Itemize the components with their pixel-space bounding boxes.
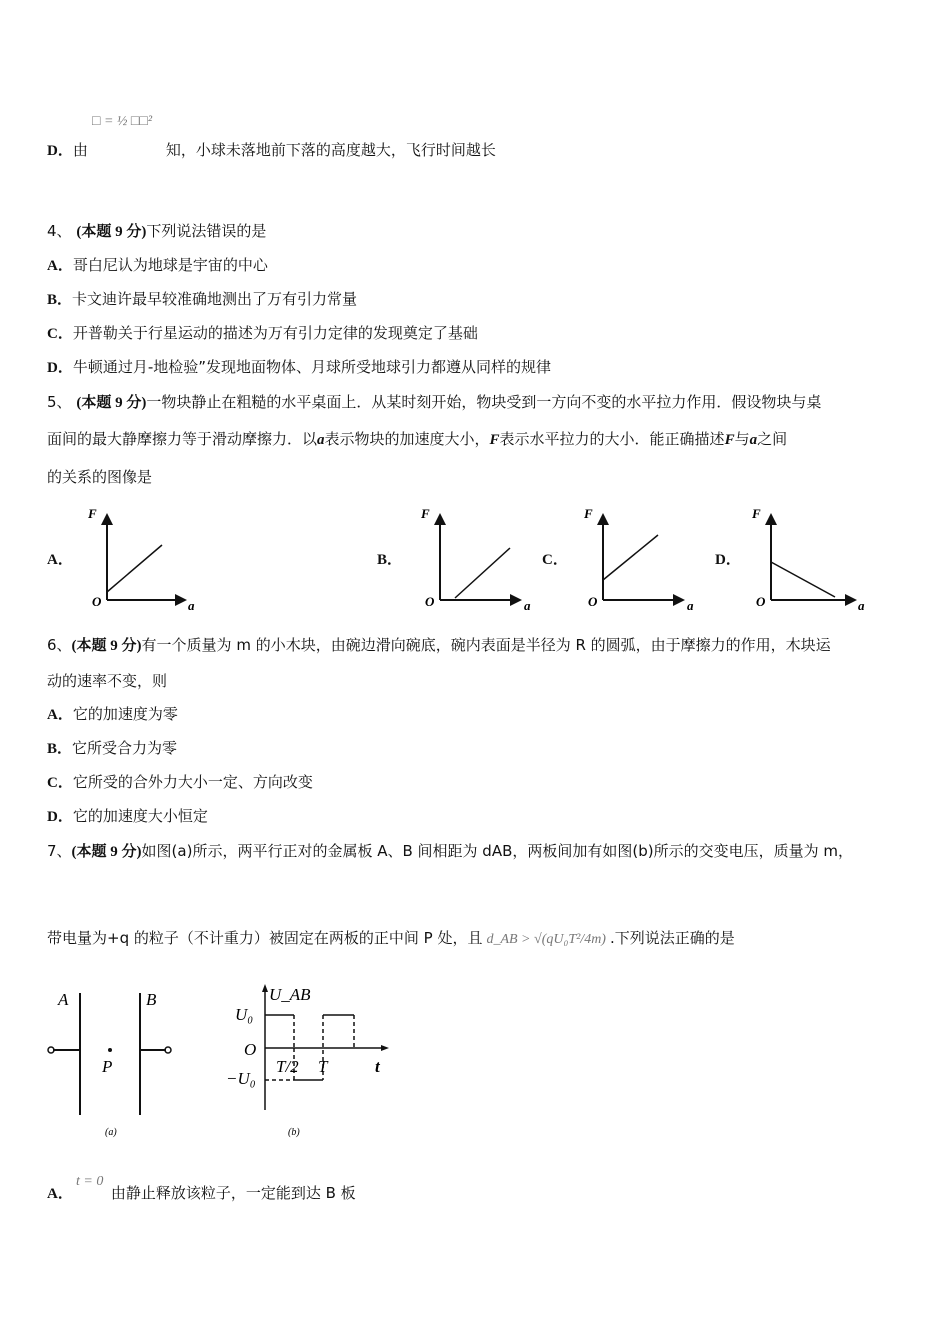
q7-stem-2: 带电量为+q 的粒子（不计重力）被固定在两板的正中间 P 处，且 d_AB > √(qU₀T²/4m) .下列说法正确的是 [47, 929, 735, 947]
svg-text:F: F [752, 506, 761, 521]
q4-stem: 4、 (本题 9 分)下列说法错误的是 [47, 222, 267, 240]
q6-option-d: D．它的加速度大小恒定 [47, 807, 208, 825]
q5-stem-1: 5、 (本题 9 分)一物块静止在粗糙的水平桌面上．从某时刻开始，物块受到一方向不变的水平拉力作用．假设物块与桌 [47, 393, 822, 411]
q7-option-a: A． 由静止释放该粒子，一定能到达 B 板 [47, 1184, 356, 1202]
q7-stem-1: 7、(本题 9 分)如图(a)所示，两平行正对的金属板 A、B 间相距为 dAB，两板间加有如图(b)所示的交变电压，质量为 m， [47, 842, 853, 860]
graph-b [420, 506, 531, 613]
condition-formula: d_AB > √(qU₀T²/4m) [486, 932, 606, 947]
q5-option-b: B． [377, 552, 403, 568]
q6-option-c: C．它所受的合外力大小一定、方向改变 [47, 773, 313, 791]
svg-text:O: O [92, 594, 102, 609]
q5-graphs [0, 500, 950, 620]
svg-text:T: T [318, 1057, 328, 1076]
svg-text:O: O [588, 594, 598, 609]
q5-option-a: A． [47, 552, 73, 568]
svg-text:O: O [425, 594, 435, 609]
graph-c [583, 506, 694, 613]
q6-stem-2: 动的速率不变，则 [47, 672, 168, 690]
svg-text:F: F [584, 506, 593, 521]
q5-option-c: C． [542, 552, 568, 568]
q5-stem-2: 面间的最大静摩擦力等于滑动摩擦力．以a表示物块的加速度大小，F表示水平拉力的大小．能正确描述F与a之间 [47, 430, 788, 448]
graph-d [751, 506, 865, 613]
svg-text:a: a [687, 598, 694, 613]
svg-text:F: F [421, 506, 430, 521]
q4-option-d: D．牛顿通过月-地检验”发现地面物体、月球所受地球引力都遵从同样的规律 [47, 358, 552, 376]
svg-text:−U₀: −U₀ [226, 1069, 256, 1088]
svg-text:(b): (b) [288, 1127, 300, 1138]
svg-text:O: O [244, 1040, 257, 1059]
q4-option-a: A．哥白尼认为地球是宇宙的中心 [47, 256, 268, 274]
svg-text:U₀: U₀ [235, 1005, 254, 1024]
svg-text:U_AB: U_AB [269, 985, 311, 1004]
formula: □ = ½ □□² [92, 114, 153, 129]
q5-option-d: D． [715, 552, 741, 568]
q7-figures [40, 980, 400, 1145]
q5-stem-3: 的关系的图像是 [47, 468, 153, 486]
svg-text:O: O [756, 594, 766, 609]
svg-text:T/2: T/2 [276, 1057, 299, 1076]
q6-option-b: B．它所受合力为零 [47, 739, 178, 757]
svg-text:a: a [524, 598, 531, 613]
svg-text:P: P [102, 1057, 113, 1076]
svg-text:a: a [858, 598, 865, 613]
formula: t = 0 [76, 1174, 104, 1189]
svg-text:t: t [375, 1057, 380, 1076]
q6-option-a: A．它的加速度为零 [47, 705, 178, 723]
q3-option-d: D．由 知，小球未落地前下落的高度越大，飞行时间越长 [47, 141, 496, 159]
q6-stem-1: 6、(本题 9 分)有一个质量为 m 的小木块，由碗边滑向碗底，碗内表面是半径为 R 的圆弧，由于摩擦力的作用，木块运 [47, 636, 831, 654]
graph-a [87, 506, 195, 613]
svg-text:F: F [88, 506, 97, 521]
svg-text:A: A [58, 990, 69, 1009]
figure-b [265, 988, 385, 1110]
svg-text:a: a [188, 598, 195, 613]
q4-option-b: B．卡文迪许最早较准确地测出了万有引力常量 [47, 290, 358, 308]
q4-option-c: C．开普勒关于行星运动的描述为万有引力定律的发现奠定了基础 [47, 324, 478, 342]
svg-text:B: B [146, 990, 157, 1009]
svg-text:(a): (a) [105, 1127, 117, 1138]
figure-a [48, 993, 171, 1115]
